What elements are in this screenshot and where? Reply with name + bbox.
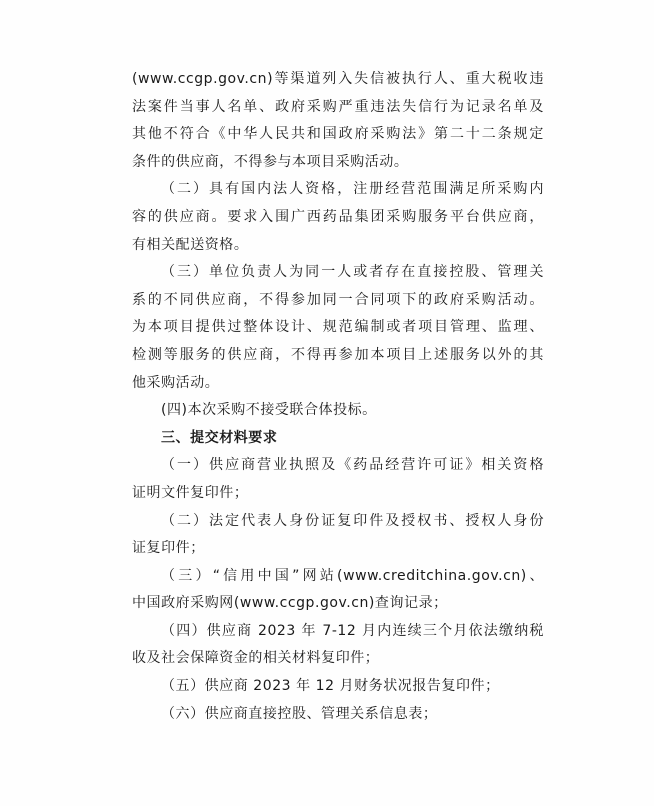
text-line: 收及社会保障资金的相关材料复印件； — [132, 650, 380, 667]
text-line: 系的不同供应商，不得参加同一合同项下的政府采购活动。 — [132, 291, 544, 308]
text-line: （二）法定代表人身份证复印件及授权书、授权人身份 — [161, 512, 544, 529]
text-line: 证复印件； — [132, 540, 205, 557]
text-line: （一）供应商营业执照及《药品经营许可证》相关资格 — [161, 457, 544, 474]
text-line: 条件的供应商，不得参与本项目采购活动。 — [132, 153, 409, 170]
text-line: 有相关配送资格。 — [132, 236, 249, 253]
text-line: （三）“信用中国”网站(www.creditchina.gov.cn)、 — [161, 567, 544, 584]
text-line: 其他不符合《中华人民共和国政府采购法》第二十二条规定 — [132, 126, 544, 143]
text-line: 容的供应商。要求入围广西药品集团采购服务平台供应商， — [132, 208, 544, 225]
text-line: （五）供应商 2023 年 12 月财务状况报告复印件； — [161, 678, 500, 695]
text-line: 中国政府采购网(www.ccgp.gov.cn)查询记录； — [132, 595, 448, 612]
text-line: 为本项目提供过整体设计、规范编制或者项目管理、监理、 — [132, 319, 544, 336]
document-body — [132, 66, 544, 728]
text-line: （六）供应商直接控股、管理关系信息表； — [161, 705, 438, 722]
text-line: 证明文件复印件； — [132, 484, 249, 501]
text-line: 法案件当事人名单、政府采购严重违法失信行为记录名单及 — [132, 98, 544, 115]
text-line: （三）单位负责人为同一人或者存在直接控股、管理关 — [161, 264, 544, 281]
section-heading: 三、提交材料要求 — [161, 429, 278, 446]
text-line: (四)本次采购不接受联合体投标。 — [161, 402, 377, 419]
text-line: （二）具有国内法人资格，注册经营范围满足所采购内 — [161, 181, 544, 198]
text-line: 检测等服务的供应商，不得再参加本项目上述服务以外的其 — [132, 346, 544, 363]
text-line: (www.ccgp.gov.cn)等渠道列入失信被执行人、重大税收违 — [132, 71, 544, 87]
text-line: 他采购活动。 — [132, 374, 220, 391]
text-line: （四）供应商 2023 年 7-12 月内连续三个月依法缴纳税 — [161, 622, 544, 639]
